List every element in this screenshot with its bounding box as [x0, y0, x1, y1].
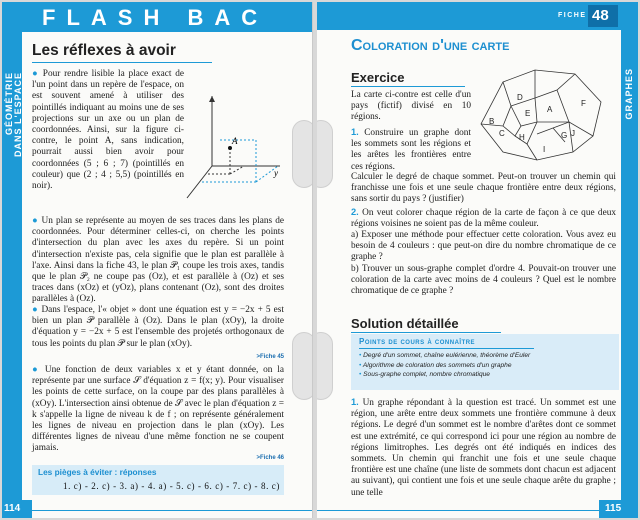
point-figure: [182, 86, 282, 206]
title-underline: [32, 62, 212, 63]
axis-label-y: y: [274, 168, 278, 178]
bullet-icon: ●: [32, 69, 43, 79]
paragraph-plans: [32, 216, 284, 306]
question-number: 2.: [351, 207, 359, 217]
cours-item-text: Sous-graphe complet, nombre chromatique: [363, 371, 490, 378]
exercise-title: Exercice: [351, 70, 405, 85]
paragraph-projections: [32, 69, 184, 192]
question-text: Construire un graphe dont les sommets sont les régions et les arêtes les frontières entre ces régions.: [351, 128, 471, 172]
fiche-45-link[interactable]: >Fiche 45: [256, 354, 284, 360]
map-label-h: H: [519, 133, 525, 142]
exercise-underline: [351, 86, 465, 87]
fiche-46-link[interactable]: >Fiche 46: [256, 455, 284, 461]
cours-item: • Degré d'un sommet, chaîne eulérienne, théorème d'Euler: [359, 352, 531, 359]
page-number-tab: [599, 500, 638, 518]
map-label-j: J: [571, 129, 575, 138]
point-a: [228, 146, 232, 150]
binder-hole: [317, 120, 333, 188]
paragraph-text: Une fonction de deux variables x et y étant donnée, on la représente par une surface 𝒮 d'équation z = f(x; y). Pour visualiser les points de cette surface, on la coupe par des plans parallèles à (xOy). L'intersection ainsi obtenue de 𝒮 avec le plan d'équation z = k s'appelle la ligne de niveau k de f ; on représente généralement les lignes de niveau en projection dans le plan (xOy). Les différentes lignes de niveau d'une même fonction ne se coupent jamais.: [32, 365, 284, 454]
map-label-a: A: [547, 105, 553, 114]
traps-title: Les pièges à éviter : réponses: [38, 467, 157, 477]
bullet-icon: ●: [32, 305, 42, 315]
paragraph-text: Un plan se représente au moyen de ses traces dans les plans de coordonnées. Pour déterminer celles-ci, on cherche les points d'intersection du plan avec les axes du repère. Si un point d'intersection n'existe pas, cela signifie que le plan est parallèle à l'axe. Ainsi dans la fiche 43, le plan 𝒫₁ coupe les trois axes, tandis que le plan 𝒫₂ ne coupe pas (Oz), et est parallèle à (Oz) et ses traces dans (xOz) et (yOz), plans contenant (Oz), sont des droites parallèles à (Oz).: [32, 216, 284, 305]
map-label-f: F: [581, 99, 586, 108]
side-label-geometrie: GÉOMÉTRIE: [4, 72, 14, 136]
left-page: [2, 2, 313, 518]
z-arrow: [209, 96, 215, 102]
map-label-c: C: [499, 129, 505, 138]
cours-item: • Algorithme de coloration des sommets d'un graphe: [359, 361, 512, 369]
fiche-number-box: [588, 5, 618, 27]
flash-bac-banner: [2, 2, 313, 32]
cours-rule: [359, 348, 534, 349]
map-outline: [481, 70, 601, 160]
left-page-title: Les réflexes à avoir: [32, 42, 176, 59]
solution-text: [351, 397, 616, 499]
footer-rule: [317, 510, 607, 511]
traps-answers-box: [32, 465, 284, 495]
map-label-i: I: [543, 145, 546, 154]
paragraph-objet: [32, 305, 284, 350]
fiche-number: 48: [592, 7, 609, 24]
map-border: [557, 90, 593, 136]
map-border: [511, 98, 537, 126]
question-2b: b) Trouver un sous-graphe complet d'ordre 4. Pouvait-on trouver une coloration de la carte avec moins de 4 couleurs ? Quel est le nombre chromatique de ce graphe ?: [351, 264, 616, 297]
map-label-e: E: [525, 109, 531, 118]
bullet-icon: ●: [32, 365, 45, 375]
right-page-title: Coloration d'une carte: [351, 37, 510, 54]
solution-paragraph: Un graphe répondant à la question est tracé. Un sommet est une région, une arête entre deux sommets une frontière commune à deux régions. Le degré d'un sommet est le nombre d'arêtes dont ce sommet est une extrémité, ce qui correspond ici pour une région au nombre de régions limitrophes. Les degrés ont été indiqués en indices des sommets. Un chemin qui franchit une fois et une seule chaque frontière est une chaîne (une liste de sommets dont chacun est adjacent au suivant), qui contient une fois et une seule chaque arête du graphe ; une telle: [351, 398, 617, 498]
fiche-label: FICHE: [558, 12, 587, 19]
question-1: [351, 127, 471, 173]
page-number: 115: [605, 503, 622, 514]
map-border: [535, 74, 575, 98]
paragraph-fonction: [32, 365, 284, 455]
fiche-header: [317, 2, 638, 30]
map-label-g: G: [561, 131, 568, 140]
page-number-tab: [2, 500, 32, 518]
cours-item-text: Degré d'un sommet, chaîne eulérienne, théorème d'Euler: [363, 352, 531, 359]
traps-answers: 1. c) - 2. c) - 3. a) - 4. a) - 5. c) - 6. c) - 7. c) - 8. c): [62, 481, 280, 491]
binder-hole: [292, 332, 313, 400]
x-axis: [187, 166, 212, 198]
question-1-continued: Calculer le degré de chaque sommet. Peut-on trouver un chemin qui franchisse une fois et une seule chaque frontière entre deux régions, sans sortir du pays ? (justifier): [351, 172, 616, 205]
question-2a: a) Exposer une méthode pour effectuer cette coloration. Vous avez eu besoin de 4 couleurs : que peut-on dire du nombre chromatique de ce graphe ?: [351, 230, 616, 263]
cours-item-text: Algorithme de coloration des sommets d'un graphe: [362, 361, 512, 369]
cours-list: [359, 351, 530, 380]
map-label-d: D: [517, 93, 523, 102]
footer-rule: [32, 510, 313, 511]
bullet-icon: ●: [32, 216, 42, 226]
solution-number: 1.: [351, 397, 359, 407]
point-a-label: A: [232, 136, 238, 146]
exercise-intro: La carte ci-contre est celle d'un pays (fictif) divisé en 10 régions.: [351, 90, 471, 123]
binder-hole: [317, 332, 333, 400]
region-map: [475, 64, 610, 164]
paragraph-text: Pour rendre lisible la place exact de l'un point dans un repère de l'espace, on est souvent amené à utiliser des pointillés indiquant au moins une de ses projections sur un axe ou un plan de coordonnées. Ainsi, sur la figure ci-contre, le point A, sans indication, pourrait aussi bien avoir pour coordonnées (5 ; 6 ; 7) (pointillés en couleur) que (2 ; 4 ; 5,5) (pointillés en noir).: [32, 69, 184, 192]
banner-text: FLASH BAC: [42, 5, 269, 30]
question-2: [351, 207, 616, 230]
map-label-b: B: [489, 117, 495, 126]
binder-hole: [292, 120, 313, 188]
projection-line-black: [230, 166, 244, 174]
paragraph-text: Dans l'espace, l'« objet » dont une équation est y = −2x + 5 est bien un plan 𝒫 parallèle à (Oz). Dans le plan (xOy), la droite d'équation y = −2x + 5 est l'ensemble des projetés orthogonaux de tous les points du plan 𝒫 sur le plan (xOy).: [32, 305, 284, 349]
side-label-espace: DANS L'ESPACE: [13, 72, 23, 157]
question-text: On veut colorer chaque région de la carte de façon à ce que deux régions voisines ne soient pas de la même couleur.: [351, 208, 617, 230]
cours-box: [351, 334, 619, 390]
solution-title: Solution détaillée: [351, 316, 459, 331]
solution-underline: [351, 332, 501, 333]
side-label-graphes: GRAPHES: [624, 68, 634, 120]
question-number: 1.: [351, 127, 359, 137]
right-page: [317, 2, 638, 518]
cours-title: Points de cours à connaître: [359, 337, 476, 346]
page-number: 114: [4, 503, 21, 514]
cours-item: • Sous-graphe complet, nombre chromatique: [359, 371, 490, 378]
